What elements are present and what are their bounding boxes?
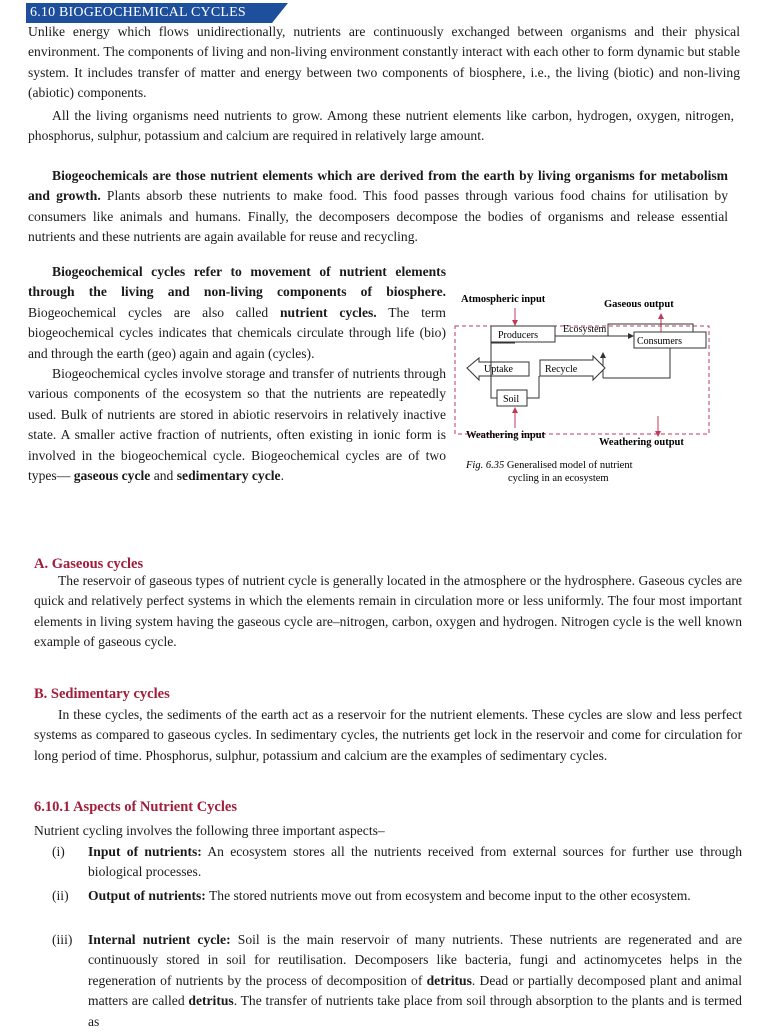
ecosystem-label: Ecosystem <box>563 324 607 335</box>
aspects-heading: 6.10.1 Aspects of Nutrient Cycles <box>34 799 237 815</box>
list-item-number: (iii) <box>52 932 73 947</box>
cycles-definition-mid: Biogeochemical cycles are also called <box>28 304 280 320</box>
living-organisms-paragraph: All the living organisms need nutrients to grow. Among these nutrient elements like carbon, hydrogen, oxygen, nitrogen, phosphorus, sulphur, potassium and calcium are required in relatively large amount. <box>28 108 734 144</box>
figure-caption-label: Fig. 6.35 <box>466 460 505 471</box>
storage-end: . <box>280 468 284 484</box>
sedimentary-cycles-paragraph: In these cycles, the sediments of the earth act as a reservoir for the nutrient elements. These cycles are slow and less perfect systems as compared to gaseous cycles. In sedimentary cycles, the nutrients get lock in the reservoir and come for circulation for long period of time. Phosphorus, sulphur, potassium and calcium are the examples of sedimentary cycles. <box>34 707 742 763</box>
intro-paragraph: Unlike energy which flows unidirectionally, nutrients are continuously exchanged between organisms and their physical environment. The components of living and non-living environment constantly interact with each other to form dynamic but stable system. It includes transfer of matter and energy between two components of biosphere, i.e., the living (biotic) and non-living (abiotic) components. <box>28 24 740 101</box>
section-heading-bar <box>26 3 288 23</box>
list-item-body: An ecosystem stores all the nutrients received from external sources for further use through biological processes. <box>88 844 742 880</box>
cycles-definition-paragraph <box>28 262 446 364</box>
detritus-term: detritus <box>426 972 472 988</box>
gaseous-output-label: Gaseous output <box>604 299 674 310</box>
list-item-text <box>88 930 742 1032</box>
atmospheric-input-label: Atmospheric input <box>461 294 546 305</box>
biogeochemicals-definition: Biogeochemicals are those nutrient elements which are derived from the earth by living organisms for metabolism and growth. <box>28 168 728 204</box>
nutrient-cycle-diagram <box>453 288 715 488</box>
biogeochemicals-paragraph <box>28 166 728 248</box>
nutrient-cycles-term: nutrient cycles. <box>279 304 377 320</box>
consumers-to-recycle-line <box>603 348 670 378</box>
soil-label: Soil <box>503 394 520 405</box>
figure-caption-line1 <box>465 460 633 471</box>
cycles-definition-rest: The term biogeochemical cycles indicates that chemicals circulate through life (bio) and through the earth (geo) again and again (cycles). <box>28 304 446 361</box>
sedimentary-cycle-term: sedimentary cycle <box>176 468 281 484</box>
detritus-term-2: detritus <box>188 993 234 1009</box>
nutrient-cycle-figure <box>453 288 715 488</box>
sedimentary-cycles-heading: B. Sedimentary cycles <box>34 686 170 702</box>
list-item <box>52 842 742 883</box>
list-item-term: Internal nutrient cycle: <box>88 932 231 947</box>
list-item-number: (i) <box>52 844 65 859</box>
list-item-text <box>88 886 742 906</box>
list-item <box>52 930 742 1032</box>
storage-text: Biogeochemical cycles involve storage and transfer of nutrients through various components of the ecosystem so that the nutrients are repeatedly used. Bulk of nutrients are stored in abiotic reservoirs in relatively inactive state. A smaller active fraction of nutrients, often existing in ionic form is involved in the biogeochemical cycle. Biogeochemical cycles are of two types— <box>28 366 446 484</box>
storage-and: and <box>150 468 177 484</box>
section-title: BIOGEOCHEMICAL CYCLES <box>59 5 246 20</box>
left-text-column <box>28 262 446 486</box>
biogeochemicals-rest: Plants absorb these nutrients to make food. This food passes through various food chains for utilisation by consumers like animals and humans. Finally, the decomposers decompose the bodies of organisms and release essential nutrients and these nutrients are again available for reuse and recycling. <box>28 188 728 245</box>
consumers-label: Consumers <box>637 336 682 347</box>
recycle-to-soil-line <box>527 376 539 398</box>
producers-label: Producers <box>498 330 538 341</box>
list-item-text <box>88 842 742 883</box>
uptake-label: Uptake <box>484 364 513 375</box>
weathering-input-label: Weathering input <box>466 430 546 441</box>
list-item-term: Input of nutrients: <box>88 844 202 859</box>
list-item-number: (ii) <box>52 888 69 903</box>
list-item <box>52 886 742 906</box>
aspects-intro: Nutrient cycling involves the following three important aspects– <box>34 823 385 838</box>
storage-paragraph <box>28 364 446 486</box>
list-item-body3: . The transfer of nutrients take place from soil through absorption to the plants and is termed as <box>88 993 742 1029</box>
figure-caption-text1: Generalised model of nutrient <box>506 460 633 471</box>
cycles-definition-bold: Biogeochemical cycles refer to movement of nutrient elements through the living and non-living components of biosphere. <box>28 264 446 300</box>
gaseous-cycles-heading: A. Gaseous cycles <box>34 556 144 572</box>
recycle-label: Recycle <box>545 364 578 375</box>
list-item-body: The stored nutrients move out from ecosystem and become input to the other ecosystem. <box>205 888 691 903</box>
weathering-output-label: Weathering output <box>599 437 684 448</box>
section-heading <box>30 5 246 21</box>
figure-caption-line2: cycling in an ecosystem <box>508 473 609 484</box>
list-item-term: Output of nutrients: <box>88 888 206 903</box>
list-item-body2: . Dead or partially decomposed plant and animal matters are called <box>88 972 742 1009</box>
gaseous-cycles-paragraph: The reservoir of gaseous types of nutrient cycle is generally located in the atmosphere or the hydrosphere. Gaseous cycles are quick and relatively perfect systems in which the elements remain in circulation more or less uniformly. The four most important elements in living system having the gaseous cycle are–nitrogen, carbon, oxygen and hydrogen. Nitrogen cycle is the well known example of gaseous cycle. <box>34 573 742 650</box>
section-number: 6.10 <box>30 5 56 20</box>
list-item-body: Soil is the main reservoir of many nutrients. These nutrients are regenerated and are continuously stored in soil for reutilisation. Decomposers like bacteria, fungi and actinomycetes helps in the regeneration of nutrients by the process of decomposition of <box>88 932 742 988</box>
gaseous-cycle-term: gaseous cycle <box>73 468 151 484</box>
